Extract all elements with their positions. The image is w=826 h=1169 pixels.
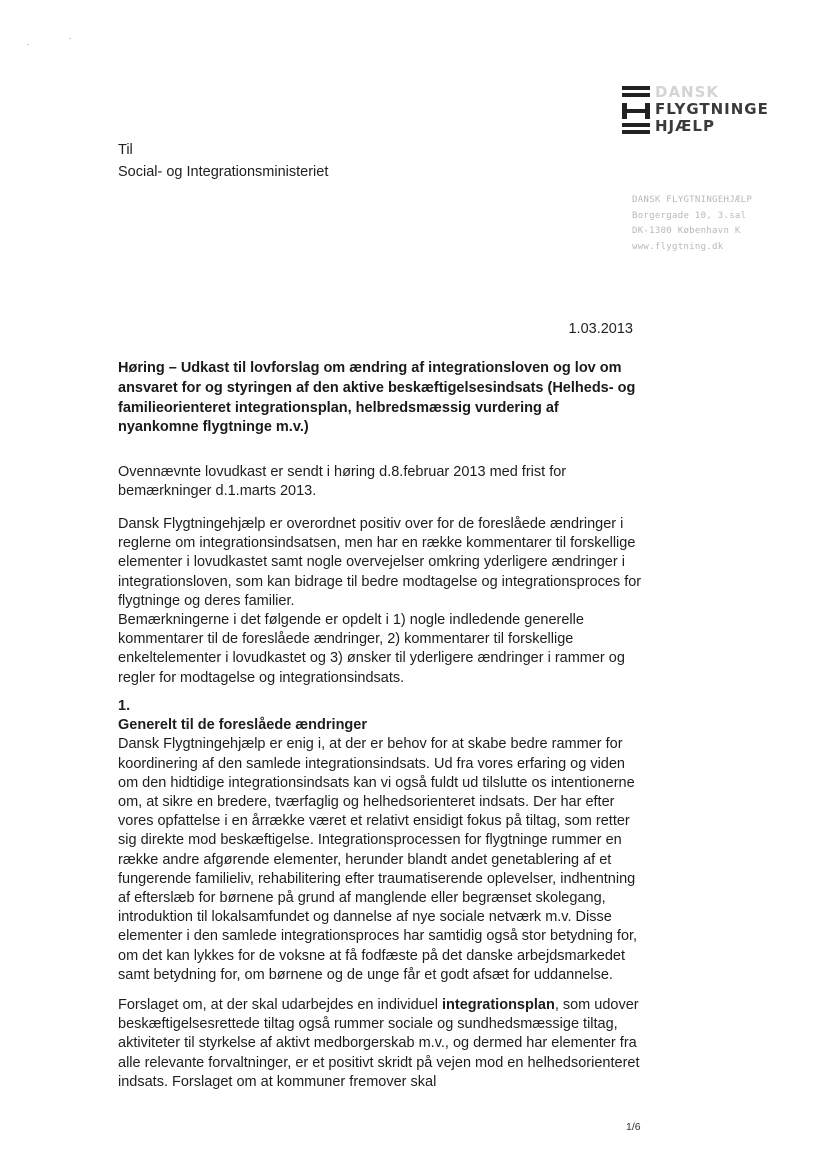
recipient-block xyxy=(118,139,328,183)
paragraph-position: Dansk Flygtningehjælp er overordnet positiv over for de foreslåede ændringer i reglerne om integrationsindsatsen, men har en række kommentarer til forskellige elementer i lovudkastet samt nogle overvejelser omkring yderligere ændringer i integrationsloven, som kan bidrage til bedre modtagelse og integrationsproces for flygtninge og deres familier. xyxy=(118,516,642,609)
paragraph-structure: Bemærkningerne i det følgende er opdelt i 1) nogle indledende generelle kommentarer til de foreslåede ændringer, 2) kommentarer til forskellige enkeltelementer i lovudkastet og 3) ønsker til yderligere ændringer i rammer og regler for modtagelse og integrationsindsats. xyxy=(118,612,625,686)
integrationsplan-emphasis: integrationsplan xyxy=(442,997,555,1013)
paragraph-integration-plan xyxy=(118,996,648,1092)
recipient-to: Til xyxy=(118,142,133,158)
logo-text-line3: HJÆLP xyxy=(655,117,715,135)
paragraph-4-after: , som udover beskæftigelsesrettede tiltag også rummer sociale og sundhedsmæssige tiltag, aktiviteter til styrkelse af aktivt medborgerskab m.v., og dermed har elementer fra alle relevante forvaltninger, er et positivt skridt på vejen mod en helhedsorienteret indsats. Forslaget om at kommuner fremover skal xyxy=(118,997,640,1090)
paragraph-4-before: Forslaget om, at der skal udarbejdes en individuel xyxy=(118,997,443,1013)
scan-speck xyxy=(69,38,71,39)
scan-speck xyxy=(27,44,29,45)
section-1-number: 1. xyxy=(118,698,131,714)
paragraph-intro: Ovennævnte lovudkast er sendt i høring d.8.februar 2013 med frist for bemærkninger d.1.marts 2013. xyxy=(118,464,567,500)
address-website: www.flygtning.dk xyxy=(632,241,724,252)
logo-mark-icon xyxy=(622,84,650,140)
organization-logo xyxy=(622,84,782,144)
page-number: 1/6 xyxy=(626,1121,641,1133)
recipient-name: Social- og Integrationsministeriet xyxy=(118,164,329,180)
section-1-title: Generelt til de foreslåede ændringer xyxy=(118,717,367,734)
sender-address xyxy=(632,193,812,255)
section-1 xyxy=(118,697,648,985)
letter-date: 1.03.2013 xyxy=(568,321,633,337)
address-street: Borgergade 10, 3.sal xyxy=(632,210,747,221)
logo-text-line2: FLYGTNINGE xyxy=(655,100,769,118)
address-city: DK-1300 København K xyxy=(632,226,741,236)
letter-subject-heading: Høring – Udkast til lovforslag om ændring af integrationsloven og lov om ansvaret for og styringen af den aktive beskæftigelsesindsats (Helheds- og familieorienteret integrationsplan, helbredsmæssig vurdering af nyankomne flygtninge m.v.) xyxy=(118,360,636,436)
logo-text-line1: DANSK xyxy=(655,83,720,101)
paragraph-overview xyxy=(118,515,648,688)
section-1-text: Dansk Flygtningehjælp er enig i, at der er behov for at skabe bedre rammer for koordinering af den samlede integrationsindsats. Ud fra vores erfaring og viden om den hidtidige integrationsindsats kan vi også fuldt ud tilslutte os intentionerne om, at sikre en bredere, tværfaglig og helhedsorienteret indsats. Der har efter vores opfattelse i en årrække været et relativt ensidigt fokus på tiltag, som retter sig direkte mod beskæftigelse. Integrationsprocessen for flygtninge rummer en række andre afgørende elementer, herunder blandt andet genetablering af et fungerende familieliv, rehabilitering efter traumatiserende oplevelser, indhentning af efterslæb for børnene på grund af manglende eller begrænset skolegang, introduktion til lokalsamfundet og dannelse af nye sociale netværk m.v. Disse elementer i den samlede integrationsproces har samtidig også stor betydning for, om det kan lykkes for de voksne at få fodfæste på det danske arbejdsmarkedet samt betydning for, om børnene og de unge får et godt afsæt for uddannelse. xyxy=(118,736,638,983)
address-org: DANSK FLYGTNINGEHJÆLP xyxy=(632,195,753,205)
